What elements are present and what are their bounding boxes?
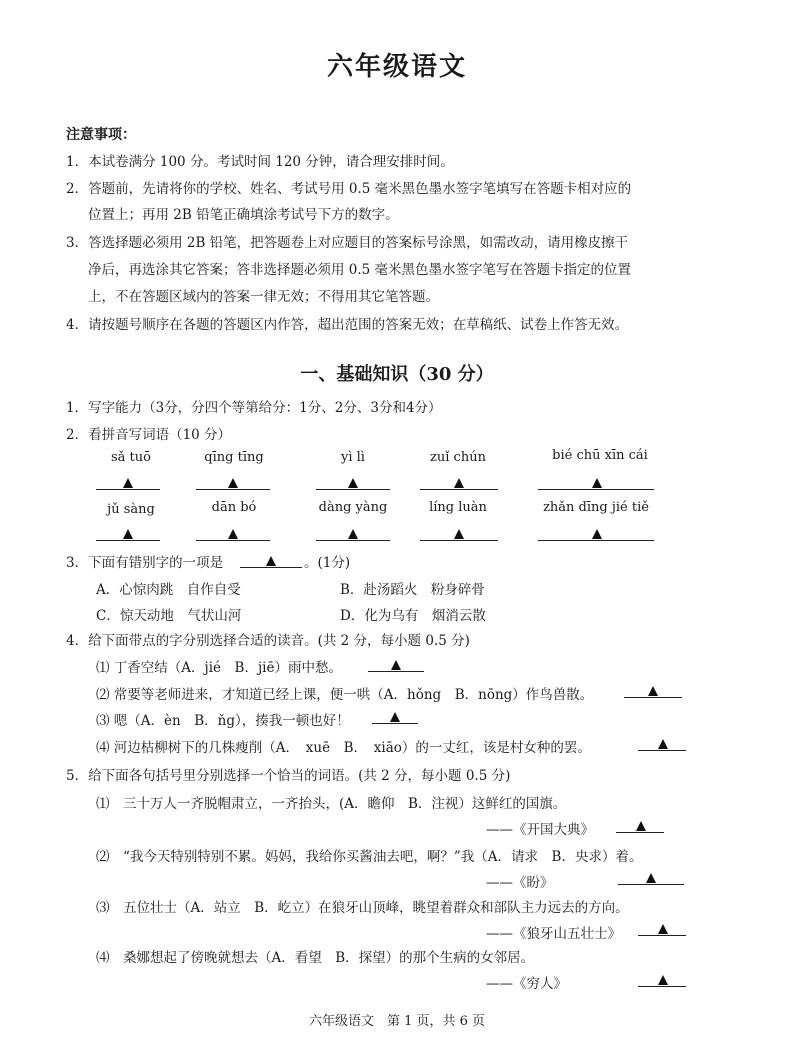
answer-triangle-icon [123, 478, 133, 488]
answer-blank[interactable] [638, 750, 686, 751]
question-2: 2．看拼音写词语（10 分） [66, 427, 232, 443]
option-a: A．心惊肉跳 自作自受 [96, 582, 241, 598]
answer-triangle-icon [454, 478, 464, 488]
answer-triangle-icon [454, 529, 464, 539]
q5-item-4: ⑷ 桑娜想起了傍晚就想去（A．看望 B．探望）的那个生病的女邻居。 [96, 950, 535, 966]
answer-triangle-icon [648, 686, 658, 696]
notice-line-3b: 净后，再选涂其它答案；答非选择题必须用 0.5 毫米黑色墨水签字笔写在答题卡指定的位置 [88, 262, 632, 278]
answer-triangle-icon [228, 529, 238, 539]
pinyin-item: jǔ sàng [107, 502, 155, 517]
notice-line-2b: 位置上；再用 2B 铅笔正确填涂考试号下方的数字。 [88, 207, 399, 223]
answer-blank[interactable] [240, 567, 302, 568]
answer-blank[interactable] [538, 489, 654, 490]
question-1: 1．写字能力（3分，分四个等第给分：1分、2分、3分和4分） [66, 400, 442, 416]
pinyin-item: bié chū xīn cái [552, 448, 648, 463]
answer-blank[interactable] [96, 489, 160, 490]
answer-blank[interactable] [638, 935, 686, 936]
q4-item-3: ⑶ 嗯（A．èn B．ňg），揍我一顿也好！ [96, 713, 350, 729]
q4-item-4: ⑷ 河边枯柳树下的几株瘦削（A． xuē B． xiāo）的一丈红，该是村女种的罢。 [96, 740, 591, 756]
q4-item-2: ⑵ 常要等老师进来，才知道已经上课，便一哄（A．hǒng B．nōng）作鸟兽散。 [96, 687, 594, 703]
notice-line-3: 3．答选择题必须用 2B 铅笔，把答题卷上对应题目的答案标号涂黑，如需改动，请用橡皮擦干 [66, 235, 629, 251]
pinyin-item: dān bó [211, 500, 257, 515]
section-heading: 一、基础知识（30 分） [300, 364, 494, 385]
answer-blank[interactable] [624, 697, 682, 698]
pinyin-item: zuǐ chún [430, 450, 486, 465]
pinyin-item: zhǎn dīng jié tiě [543, 500, 649, 515]
pinyin-item: dàng yàng [318, 500, 388, 515]
page-footer: 六年级语文 第 1 页，共 6 页 [308, 1014, 486, 1029]
question-5: 5．给下面各句括号里分别选择一个恰当的词语。(共 2 分，每小题 0.5 分) [66, 768, 511, 784]
answer-triangle-icon [348, 478, 358, 488]
answer-blank[interactable] [538, 540, 654, 541]
option-c: C．惊天动地 气状山河 [96, 608, 242, 624]
page-title: 六年级语文 [326, 52, 467, 82]
answer-triangle-icon [348, 529, 358, 539]
q5-source-2: ——《盼》 [486, 875, 554, 891]
pinyin-item: yì lì [341, 450, 365, 465]
q5-item-2: ⑵ “我今天特别特别不累。妈妈，我给你买酱油去吧，啊？”我（A．请求 B．央求）着。 [96, 849, 643, 865]
question-3: 3．下面有错别字的一项是 [66, 555, 224, 571]
answer-blank[interactable] [316, 540, 390, 541]
notice-line-2: 2．答题前，先请将你的学校、姓名、考试号用 0.5 毫米黑色墨水签字笔填写在答题卡相对应的 [66, 181, 632, 197]
question-3-tail: 。(1分) [304, 555, 351, 571]
answer-blank[interactable] [616, 832, 664, 833]
pinyin-item: qīng tīng [204, 450, 264, 465]
answer-triangle-icon [391, 660, 401, 670]
option-b: B．赴汤蹈火 粉身碎骨 [340, 582, 485, 598]
q5-source-1: ——《开国大典》 [486, 822, 594, 838]
answer-blank[interactable] [420, 489, 498, 490]
answer-blank[interactable] [96, 540, 160, 541]
answer-triangle-icon [266, 556, 276, 566]
answer-blank[interactable] [196, 489, 270, 490]
q5-item-3: ⑶ 五位壮士（A．站立 B．屹立）在狼牙山顶峰，眺望着群众和部队主力远去的方向。 [96, 900, 629, 916]
q5-source-4: ——《穷人》 [486, 976, 567, 992]
answer-blank[interactable] [368, 671, 424, 672]
answer-triangle-icon [592, 478, 602, 488]
q5-source-3: ——《狼牙山五壮士》 [486, 926, 621, 942]
answer-triangle-icon [592, 529, 602, 539]
q4-item-1: ⑴ 丁香空结（A．jié B．jiē）雨中愁。 [96, 660, 342, 676]
question-4: 4．给下面带点的字分别选择合适的读音。(共 2 分，每小题 0.5 分) [66, 633, 470, 649]
notice-line-3c: 上，不在答题区域内的答案一律无效；不得用其它笔答题。 [88, 289, 439, 305]
notice-line-1: 1．本试卷满分 100 分。考试时间 120 分钟，请合理安排时间。 [66, 154, 454, 170]
answer-triangle-icon [658, 739, 668, 749]
answer-blank[interactable] [618, 884, 684, 885]
answer-triangle-icon [658, 975, 668, 985]
answer-triangle-icon [123, 529, 133, 539]
option-d: D．化为乌有 烟消云散 [340, 608, 486, 624]
answer-triangle-icon [390, 712, 400, 722]
answer-blank[interactable] [372, 723, 418, 724]
pinyin-item: líng luàn [429, 500, 487, 515]
notice-line-4: 4．请按题号顺序在各题的答题区内作答，超出范围的答案无效；在草稿纸、试卷上作答无效。 [66, 317, 629, 333]
answer-blank[interactable] [196, 540, 270, 541]
answer-triangle-icon [228, 478, 238, 488]
answer-blank[interactable] [316, 489, 390, 490]
notice-heading: 注意事项： [66, 127, 136, 143]
answer-blank[interactable] [638, 986, 686, 987]
answer-triangle-icon [636, 821, 646, 831]
answer-triangle-icon [658, 924, 668, 934]
pinyin-item: sǎ tuō [111, 450, 151, 465]
answer-triangle-icon [646, 873, 656, 883]
q5-item-1: ⑴ 三十万人一齐脱帽肃立，一齐抬头，(A．瞻仰 B．注视）这鲜红的国旗。 [96, 796, 567, 812]
answer-blank[interactable] [420, 540, 498, 541]
